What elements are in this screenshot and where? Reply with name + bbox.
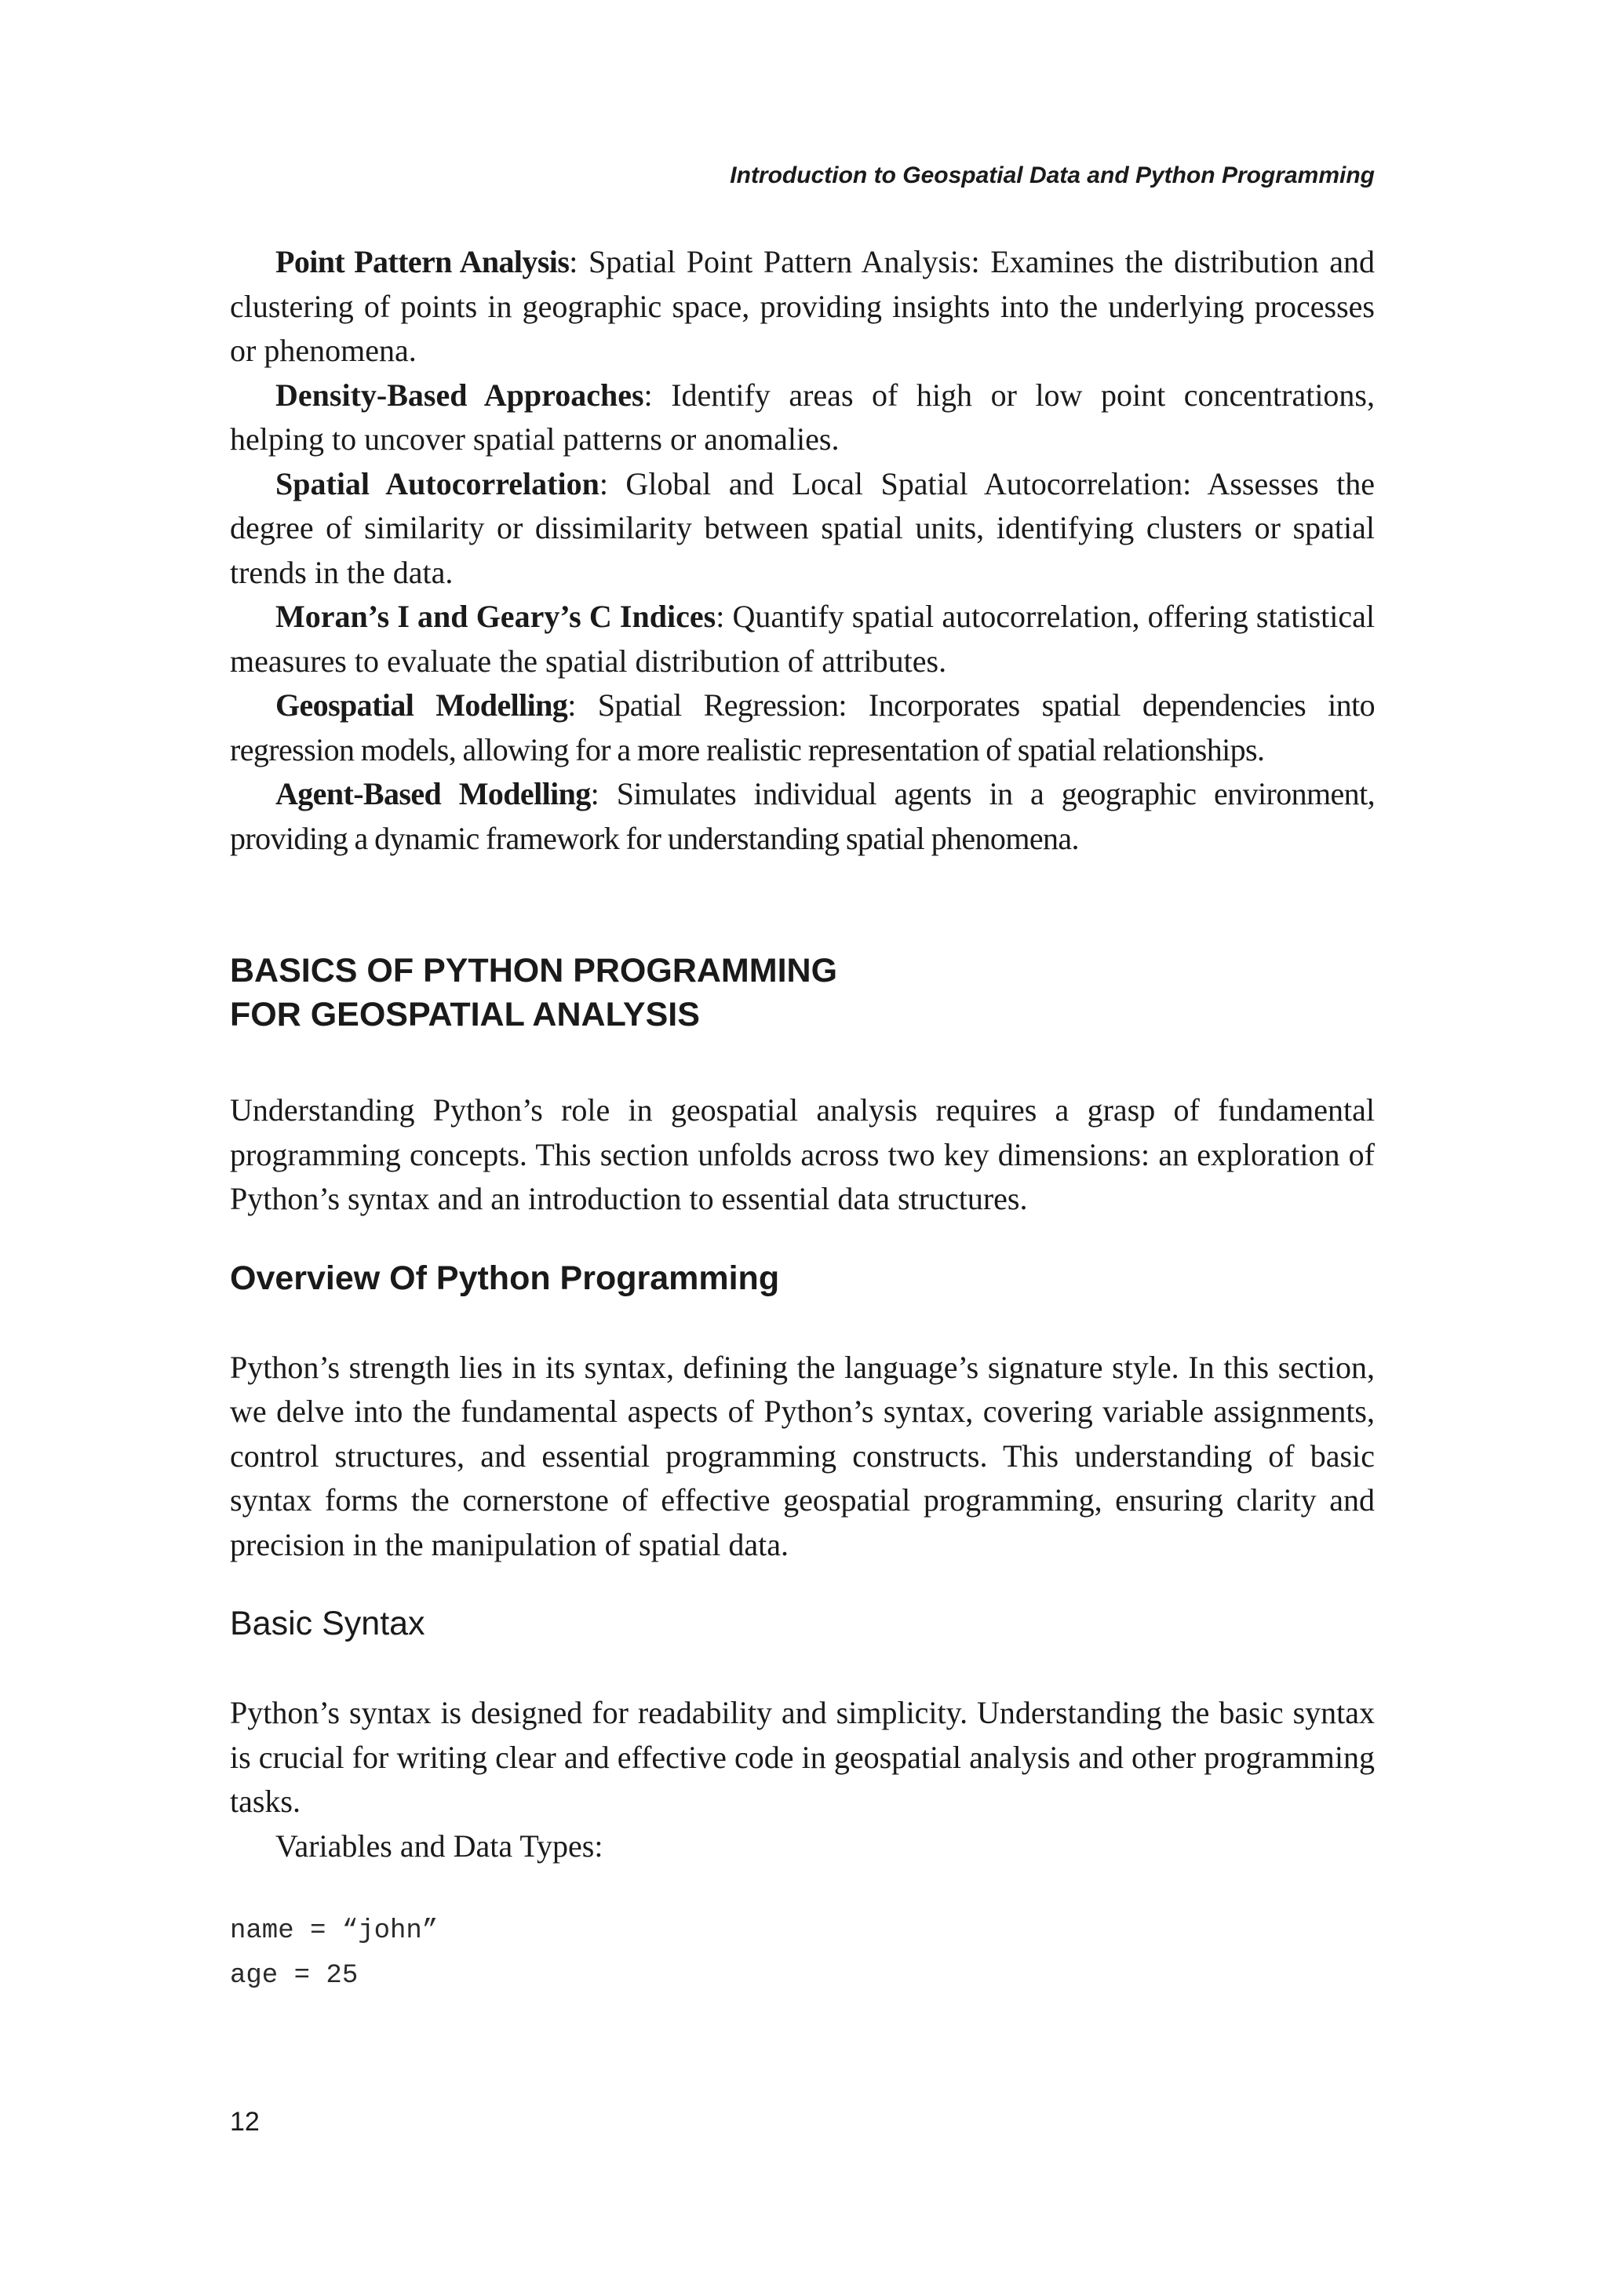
page-number: 12 [230,2107,260,2137]
section-heading [230,949,1375,1037]
paragraph-spatial-autocorrelation [230,462,1375,596]
term-agent-based-modelling: Agent-Based Modelling [275,776,591,811]
code-block [230,1909,1375,1999]
section-intro-paragraph: Understanding Python’s role in geospatial analysis requires a grasp of fundamental programming concepts. This section unfolds across two key dimensions: an exploration of Python’s syntax and an introduction to essential data structures. [230,1092,1375,1216]
text-morans-gearys-indices: : Quantify spatial autocorrelation, offering statistical measures to evaluate the spatial distribution of attributes. [230,599,1375,679]
term-geospatial-modelling: Geospatial Modelling [275,687,568,723]
code-line: age = 25 [230,1961,359,1991]
paragraph-point-pattern-analysis [230,240,1375,374]
term-morans-gearys-indices: Moran’s I and Geary’s C Indices [275,599,716,634]
running-header: Introduction to Geospatial Data and Python Programming [730,162,1375,188]
paragraph-agent-based-modelling [230,772,1375,861]
paragraph-morans-gearys-indices [230,595,1375,683]
text-point-pattern-analysis: : Spatial Point Pattern Analysis: Examines the distribution and clustering of points in geographic space, providing insights into the underlying processes or phenomena. [230,244,1375,368]
overview-heading: Overview Of Python Programming [230,1259,780,1297]
text-density-based-approaches: : Identify areas of high or low point concentrations, helping to uncover spatial patterns or anomalies. [230,377,1375,457]
term-point-pattern-analysis: Point Pattern Analysis [275,244,570,279]
variables-subheading: Variables and Data Types: [275,1828,603,1864]
code-line: name = “john” [230,1916,439,1946]
basic-syntax-paragraph: Python’s syntax is designed for readability and simplicity. Understanding the basic syntax is crucial for writing clear and effective code in geospatial analysis and other programming tasks. [230,1695,1375,1819]
section-heading-line-2: FOR GEOSPATIAL ANALYSIS [230,996,700,1033]
text-agent-based-modelling: : Simulates individual agents in a geographic environment, providing a dynamic framework for understanding spatial phenomena. [230,776,1375,856]
paragraph-geospatial-modelling [230,683,1375,772]
overview-paragraph: Python’s strength lies in its syntax, defining the language’s signature style. In this section, we delve into the fundamental aspects of Python’s syntax, covering variable assignments, control structures, and essential programming constructs. This understanding of basic syntax forms the cornerstone of effective geospatial programming, ensuring clarity and precision in the manipulation of spatial data. [230,1349,1375,1562]
term-density-based-approaches: Density-Based Approaches [275,377,644,413]
section-heading-line-1: BASICS OF PYTHON PROGRAMMING [230,952,838,989]
page-body [230,240,1375,1999]
text-geospatial-modelling: : Spatial Regression: Incorporates spatial dependencies into regression models, allowing for a more realistic representation of spatial relationships. [230,687,1375,767]
basic-syntax-heading: Basic Syntax [230,1605,425,1642]
text-spatial-autocorrelation: : Global and Local Spatial Autocorrelation: Assesses the degree of similarity or dissimilarity between spatial units, identifying clusters or spatial trends in the data. [230,465,1376,590]
term-spatial-autocorrelation: Spatial Autocorrelation [275,465,599,501]
paragraph-density-based-approaches [230,374,1375,462]
